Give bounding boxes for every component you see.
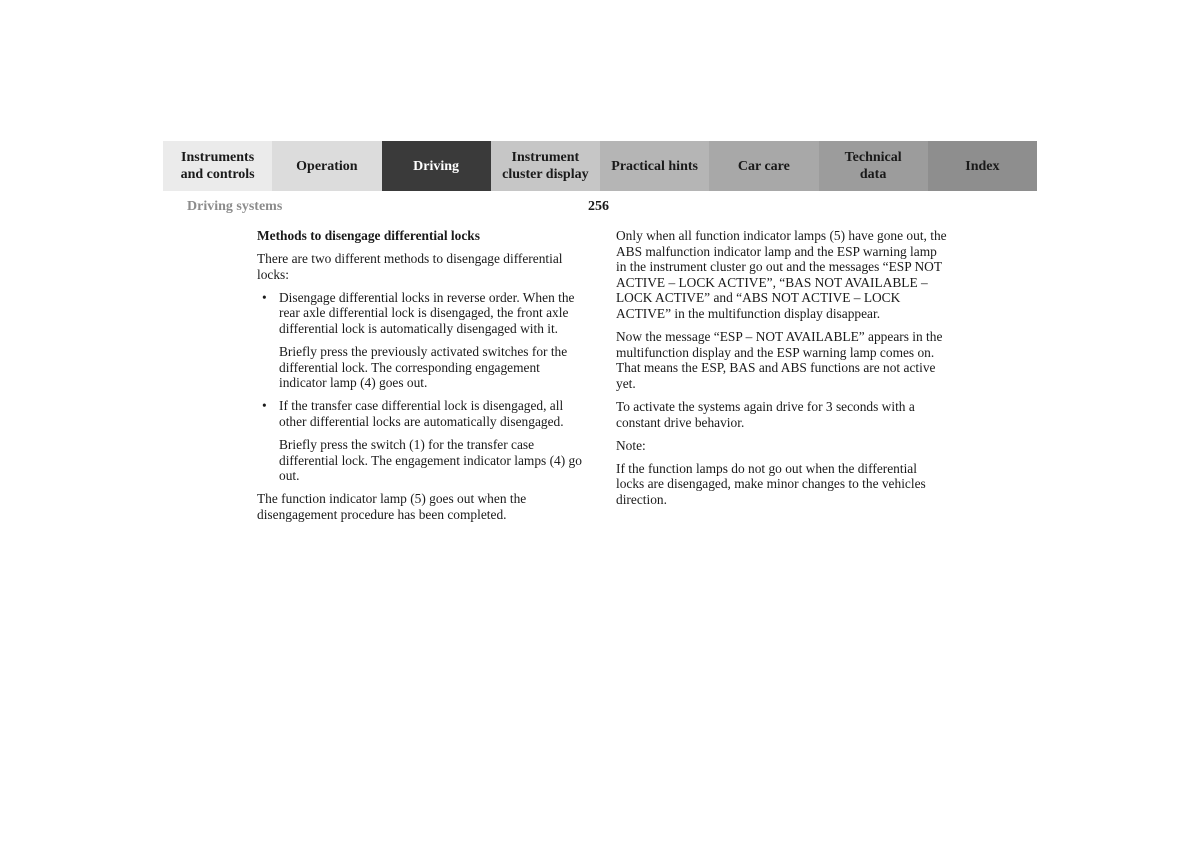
list-item [257, 290, 587, 337]
bullet-icon: • [262, 398, 267, 414]
right-column [616, 228, 948, 515]
closing-paragraph: The function indicator lamp (5) goes out when the disengagement procedure has been completed. [257, 491, 527, 522]
note-text: If the function lamps do not go out when the differential locks are disengaged, make minor changes to the vehicles direction. [616, 460, 926, 507]
tab-index[interactable]: Index [928, 141, 1037, 191]
tab-technical-data[interactable]: Technical data [819, 141, 928, 191]
tab-instruments-and-controls[interactable]: Instruments and controls [163, 141, 272, 191]
list-item [257, 398, 587, 429]
tab-instrument-cluster-display[interactable]: Instrument cluster display [491, 141, 600, 191]
paragraph: Only when all function indicator lamps (5) have gone out, the ABS malfunction indicator lamp and the ESP warning lamp in the instrument cluster go out and the messages “ESP NOT ACTIVE – LOCK ACTIVE”, “BAS NOT AVAILABLE – LOCK ACTIVE” and “ABS NOT ACTIVE – LOCK ACTIVE” in the multifunction display disappear. [616, 228, 947, 321]
tab-car-care[interactable]: Car care [709, 141, 818, 191]
bullet-detail: Briefly press the switch (1) for the transfer case differential lock. The engagement indicator lamps (4) go out. [279, 437, 582, 484]
bullet-detail: Briefly press the previously activated switches for the differential lock. The corresponding engagement indicator lamp (4) goes out. [279, 344, 568, 391]
bullet-icon: • [262, 289, 267, 305]
bullet-text: If the transfer case differential lock is disengaged, all other differential locks are automatically disengaged. [279, 398, 564, 429]
page-number: 256 [588, 199, 609, 214]
left-column [257, 228, 587, 530]
section-heading: Methods to disengage differential locks [257, 228, 480, 243]
tab-operation[interactable]: Operation [272, 141, 381, 191]
section-title: Driving systems [187, 199, 283, 214]
paragraph: Now the message “ESP – NOT AVAILABLE” appears in the multifunction display and the ESP warning lamp comes on. That means the ESP, BAS and ABS functions are not active yet. [616, 329, 943, 391]
intro-paragraph: There are two different methods to disengage differential locks: [257, 251, 563, 282]
paragraph: To activate the systems again drive for 3 seconds with a constant drive behavior. [616, 398, 915, 430]
tab-practical-hints[interactable]: Practical hints [600, 141, 709, 191]
note-label: Note: [616, 437, 646, 453]
chapter-tab-bar [163, 141, 1037, 191]
bullet-text: Disengage differential locks in reverse order. When the rear axle differential lock is disengaged, the front axle differential lock is automatically disengaged with it. [279, 289, 575, 336]
tab-driving[interactable]: Driving [382, 141, 491, 191]
